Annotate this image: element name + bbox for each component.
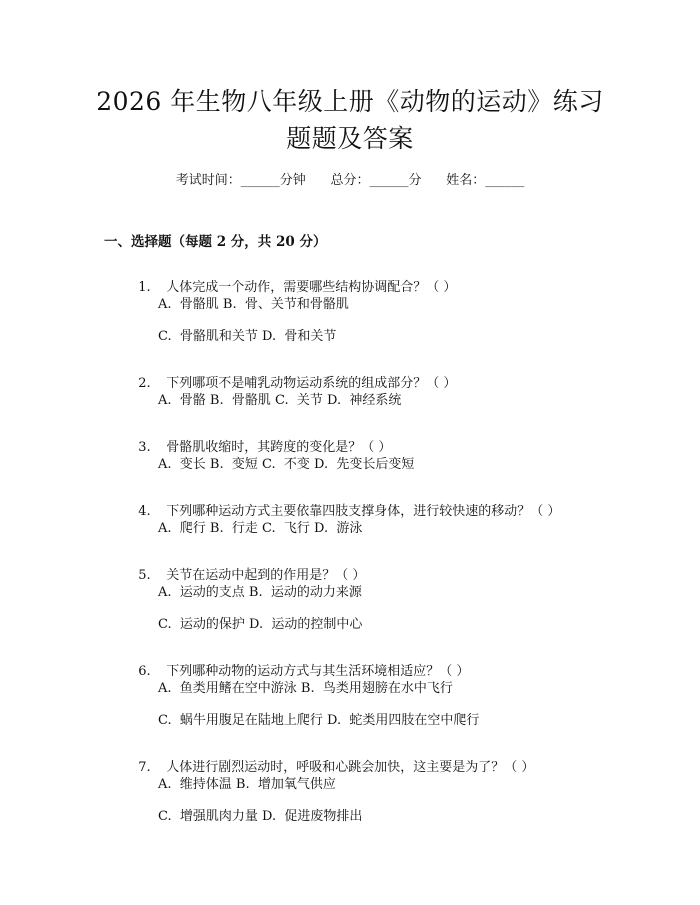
- question-6: [130, 645, 469, 679]
- question-number: 2.: [138, 376, 151, 391]
- question-text: 下列哪种动物的运动方式与其生活环境相适应？（ ）: [166, 664, 470, 679]
- question-5-options-row-1: A. 运动的支点 B. 运动的动力来源: [158, 585, 362, 600]
- question-text: 骨骼肌收缩时，其跨度的变化是？（ ）: [166, 440, 392, 455]
- question-3: [130, 421, 391, 455]
- question-1-options-row-1: A. 骨骼肌 B. 骨、关节和骨骼肌: [158, 297, 349, 312]
- question-number: 1.: [138, 280, 151, 295]
- exam-info-line: 考试时间：______分钟 总分：______分 姓名：______: [175, 173, 525, 188]
- document-title-line-2: 题题及答案: [286, 124, 414, 153]
- question-text: 人体完成一个动作，需要哪些结构协调配合？（ ）: [166, 280, 457, 295]
- question-7-options-row-1: A. 维持体温 B. 增加氧气供应: [158, 777, 336, 792]
- question-2-options-row-1: A. 骨骼 B. 骨骼肌 C. 关节 D. 神经系统: [158, 393, 402, 408]
- question-1: [130, 261, 456, 295]
- question-number: 5.: [138, 568, 151, 583]
- question-5-options-row-2: C. 运动的保护 D. 运动的控制中心: [158, 617, 363, 632]
- question-4-options-row-1: A. 爬行 B. 行走 C. 飞行 D. 游泳: [158, 521, 363, 536]
- question-number: 7.: [138, 760, 151, 775]
- question-number: 3.: [138, 440, 151, 455]
- question-2: [130, 357, 456, 391]
- question-number: 6.: [138, 664, 151, 679]
- question-4: [130, 485, 560, 519]
- section-heading: 一、选择题（每题 2 分，共 20 分）: [104, 234, 327, 250]
- question-7: [130, 741, 534, 775]
- question-text: 关节在运动中起到的作用是？（ ）: [166, 568, 366, 583]
- question-6-options-row-2: C. 蜗牛用腹足在陆地上爬行 D. 蛇类用四肢在空中爬行: [158, 713, 480, 728]
- question-text: 下列哪种运动方式主要依靠四肢支撑身体，进行较快速的移动？（ ）: [166, 504, 561, 519]
- question-5: [130, 549, 365, 583]
- question-text: 人体进行剧烈运动时，呼吸和心跳会加快，这主要是为了？（ ）: [166, 760, 535, 775]
- question-6-options-row-1: A. 鱼类用鳍在空中游泳 B. 鸟类用翅膀在水中飞行: [158, 681, 453, 696]
- question-1-options-row-2: C. 骨骼肌和关节 D. 骨和关节: [158, 329, 337, 344]
- question-7-options-row-2: C. 增强肌肉力量 D. 促进废物排出: [158, 809, 363, 824]
- question-text: 下列哪项不是哺乳动物运动系统的组成部分？（ ）: [166, 376, 457, 391]
- question-3-options-row-1: A. 变长 B. 变短 C. 不变 D. 先变长后变短: [158, 457, 415, 472]
- document-title-line-1: 2026 年生物八年级上册《动物的运动》练习: [96, 87, 604, 116]
- question-number: 4.: [138, 504, 151, 519]
